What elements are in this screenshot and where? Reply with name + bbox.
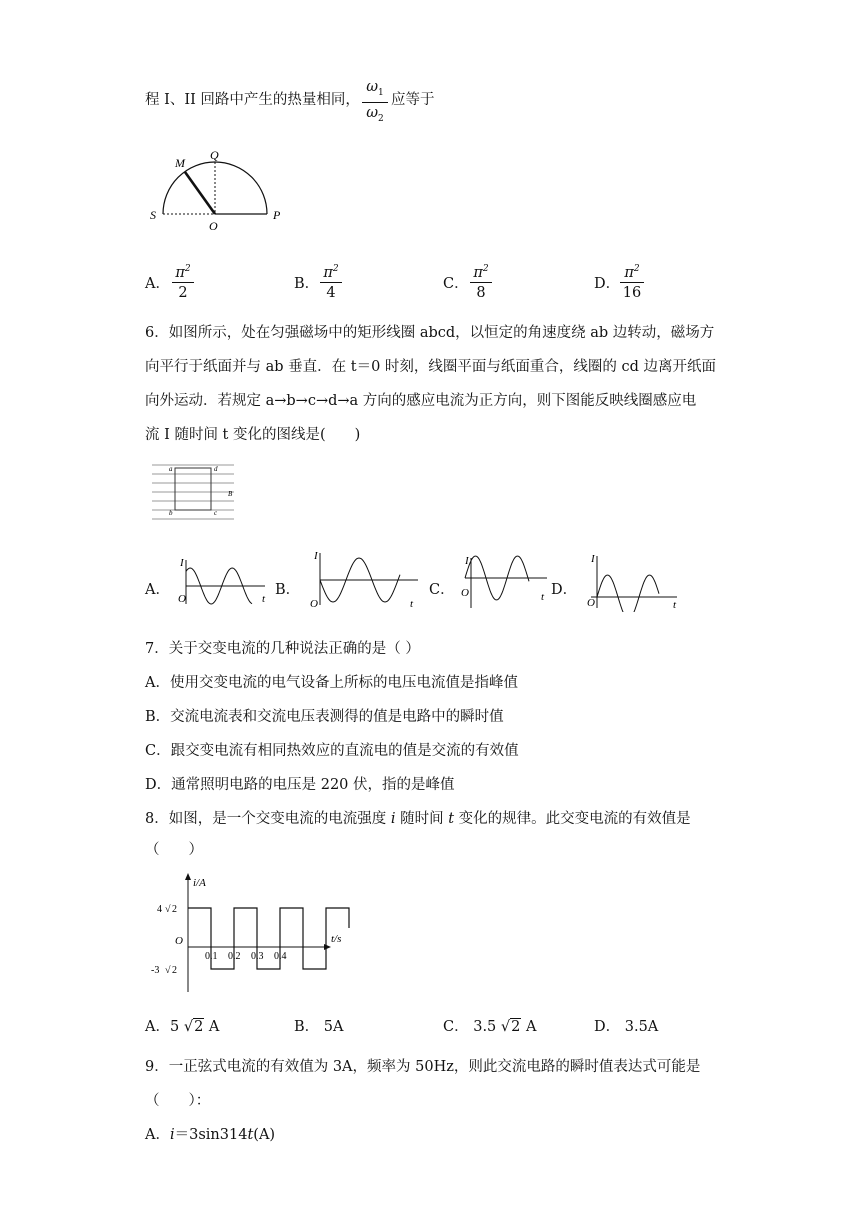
label-Q: Q — [210, 148, 219, 162]
q8-option-d[interactable]: D． 3.5A — [594, 1019, 659, 1035]
q7-stem: 7．关于交变电流的几种说法正确的是（ ） — [145, 641, 420, 657]
label-a: a — [169, 465, 173, 473]
svg-text:t: t — [262, 593, 266, 605]
q5-option-c[interactable]: C． — [443, 276, 469, 292]
svg-text:I: I — [314, 550, 318, 562]
tick-label: 0.4 — [274, 951, 287, 962]
q7-option-c[interactable]: C．跟交变电流有相同热效应的直流电的值是交流的有效值 — [145, 743, 519, 759]
q6-option-a[interactable]: A． — [145, 582, 170, 598]
q5-option-d[interactable]: D． — [594, 276, 621, 292]
label-B: B — [228, 490, 233, 498]
label-b: b — [169, 509, 173, 517]
q6-stem-line4: 流 I 随时间 t 变化的图线是( ) — [145, 427, 361, 443]
label-S: S — [150, 208, 156, 222]
label-d: d — [214, 465, 218, 473]
svg-text:-3: -3 — [151, 965, 160, 976]
svg-text:√: √ — [165, 904, 171, 915]
q8-stem-line2: （ ） — [145, 842, 203, 858]
q9-option-a[interactable]: A．i＝3sin314t(A) — [145, 1127, 276, 1143]
x-axis-label: t/s — [331, 933, 342, 945]
q6-stem-line1: 6．如图所示，处在匀强磁场中的矩形线圈 abcd，以恒定的角速度绕 ab 边转动，磁场方 — [145, 325, 715, 341]
svg-text:√: √ — [165, 965, 171, 976]
label-c: c — [214, 509, 218, 517]
svg-text:2: 2 — [172, 904, 177, 915]
origin-label: O — [175, 935, 183, 947]
svg-text:O: O — [310, 598, 318, 610]
q6-graph-c — [455, 552, 555, 612]
q8-option-c[interactable]: C． 3.5 √2 A — [443, 1019, 537, 1035]
q5-text: 程 I、II 回路中产生的热量相同， — [145, 92, 360, 108]
q8-option-b[interactable]: B． 5A — [294, 1019, 344, 1035]
svg-text:O: O — [587, 597, 595, 609]
svg-text:2: 2 — [172, 965, 177, 976]
q6-option-d[interactable]: D． — [551, 582, 578, 598]
svg-text:I: I — [591, 553, 595, 565]
q6-option-c[interactable]: C． — [429, 582, 455, 598]
q5-option-c-fraction: $\frac{\pi^2}{8}$ — [470, 260, 492, 303]
label-M: M — [175, 156, 185, 170]
q5-option-a-fraction: $\frac{\pi^2}{2}$ — [172, 260, 194, 303]
q7-option-b[interactable]: B．交流电流表和交流电压表测得的值是电路中的瞬时值 — [145, 709, 504, 725]
q9-stem-line1: 9．一正弦式电流的有效值为 3A，频率为 50Hz，则此交流电路的瞬时值表达式可能是 — [145, 1059, 701, 1075]
q6-stem-line3: 向外运动．若规定 a→b→c→d→a 方向的感应电流为正方向，则下图能反映线圈感应电 — [145, 393, 697, 409]
q8-option-a[interactable]: A．5 √2 A — [145, 1019, 220, 1035]
svg-text:O: O — [461, 587, 469, 599]
q5-option-d-fraction: $\frac{\pi^2}{16}$ — [620, 260, 644, 303]
label-O: O — [209, 219, 218, 233]
ymin-label — [151, 965, 177, 976]
label-P: P — [273, 208, 281, 222]
svg-text:I: I — [465, 555, 469, 567]
svg-text:O: O — [178, 593, 186, 605]
q5-after-fraction: 应等于 — [391, 92, 435, 108]
svg-text:4: 4 — [157, 904, 162, 915]
q6-graph-a — [170, 552, 270, 612]
q5-option-a[interactable]: A． — [145, 276, 170, 292]
q8-square-wave-graph — [145, 872, 355, 994]
q6-coil-figure — [150, 460, 240, 522]
q5-option-b-fraction: $\frac{\pi^2}{4}$ — [320, 260, 342, 303]
q6-graph-d — [585, 550, 685, 612]
svg-text:t: t — [673, 599, 677, 611]
tick-label: 0.2 — [228, 951, 241, 962]
q5-ratio-fraction: $\frac{\omega_1}{\omega_2}$ — [362, 78, 388, 129]
tick-label: 0.3 — [251, 951, 264, 962]
q7-option-a[interactable]: A．使用交变电流的电气设备上所标的电压电流值是指峰值 — [145, 675, 518, 691]
svg-text:t: t — [541, 591, 545, 603]
svg-text:I: I — [180, 557, 184, 569]
ymax-label — [157, 904, 177, 915]
q8-stem-line1: 8．如图，是一个交变电流的电流强度 i 随时间 t 变化的规律。此交变电流的有效值是 — [145, 811, 691, 827]
q6-stem-line2: 向平行于纸面并与 ab 垂直．在 t＝0 时刻，线圈平面与纸面重合，线圈的 cd 边离开纸面 — [145, 359, 717, 375]
q6-graph-b — [300, 547, 425, 612]
q5-option-b[interactable]: B． — [294, 276, 320, 292]
q7-option-d[interactable]: D．通常照明电路的电压是 220 伏，指的是峰值 — [145, 777, 455, 793]
q9-stem-line2: （ ）： — [145, 1093, 211, 1109]
y-axis-label: i/A — [193, 877, 206, 889]
tick-label: 0.1 — [205, 951, 218, 962]
q6-option-b[interactable]: B． — [275, 582, 301, 598]
svg-text:t: t — [410, 598, 414, 610]
q5-semicircle-figure — [145, 148, 285, 236]
